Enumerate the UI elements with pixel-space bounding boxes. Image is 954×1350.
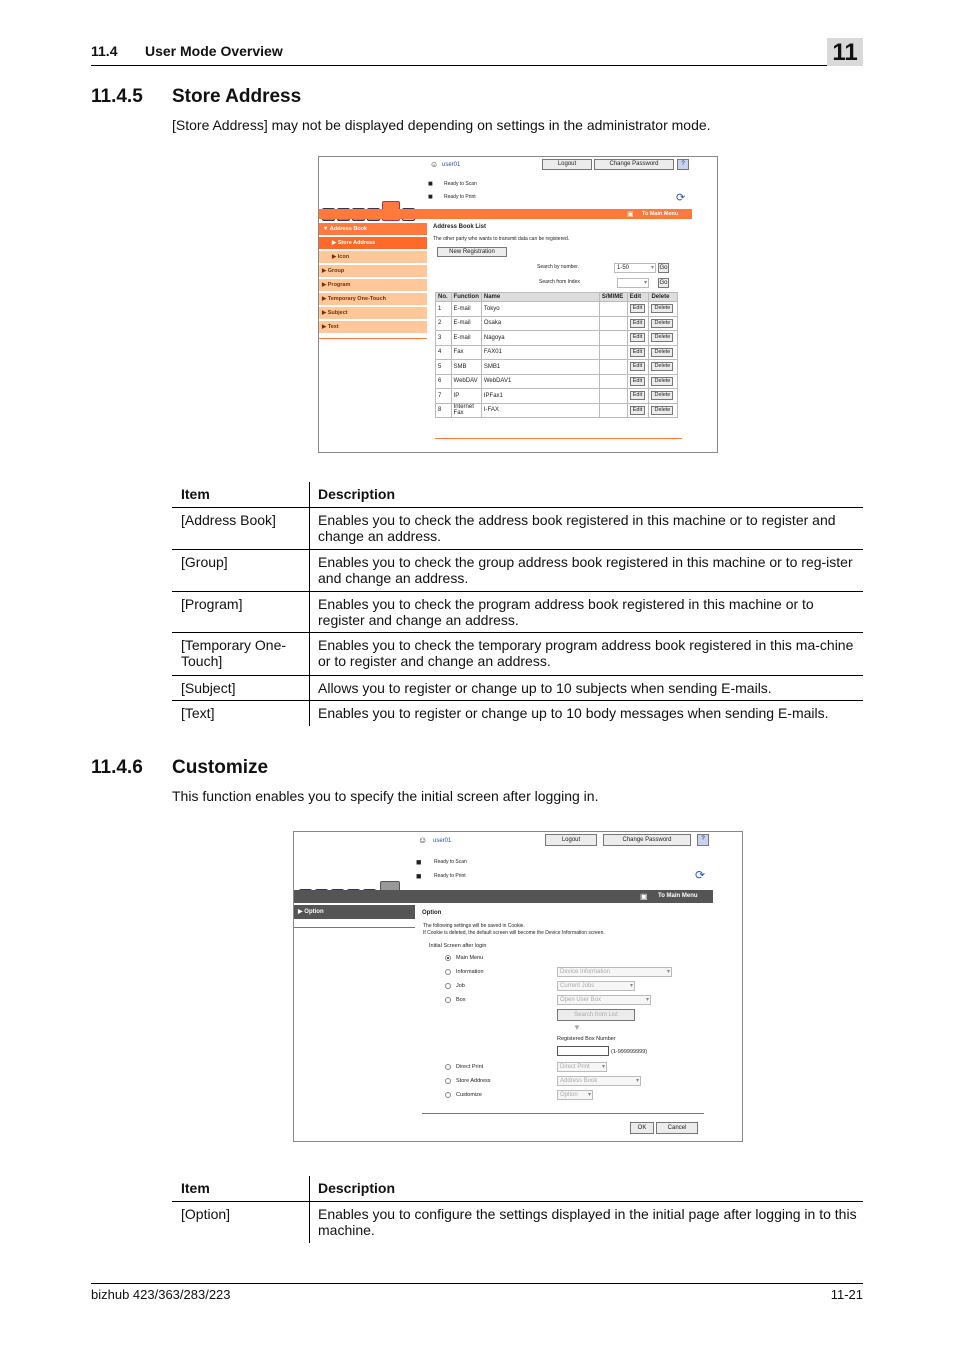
table-row — [436, 389, 678, 404]
edit-button[interactable]: Edit — [630, 362, 645, 371]
cell-smime — [599, 316, 627, 331]
footer-model: bizhub 423/363/283/223 — [91, 1287, 231, 1302]
store-address-items-table — [172, 482, 863, 726]
help-icon[interactable]: ? — [677, 159, 689, 170]
radio-main-menu[interactable] — [445, 955, 451, 961]
cell-no: 1 — [436, 302, 452, 317]
edit-button[interactable]: Edit — [630, 348, 645, 357]
table-row — [436, 345, 678, 360]
edit-button[interactable]: Edit — [630, 333, 645, 342]
ready-to-scan-status: Ready to Scan — [434, 859, 467, 865]
delete-button[interactable]: Delete — [651, 333, 673, 342]
table-row — [172, 1202, 863, 1243]
header-description: Description — [318, 1180, 396, 1196]
delete-button[interactable]: Delete — [651, 391, 673, 400]
cell-name: I-FAX — [481, 403, 599, 418]
search-number-label: Search by number. — [537, 264, 579, 270]
cell-no: 5 — [436, 360, 452, 375]
cell-name: SMB1 — [481, 360, 599, 375]
cell-edit — [627, 403, 649, 418]
table-row — [172, 701, 863, 726]
user-name-link[interactable]: user01 — [433, 838, 452, 844]
delete-button[interactable]: Delete — [651, 362, 673, 371]
table-row — [172, 633, 863, 676]
logout-button[interactable]: Logout — [542, 159, 592, 170]
option-job-label: Job — [456, 983, 465, 989]
delete-button[interactable]: Delete — [651, 377, 673, 386]
cell-smime — [599, 389, 627, 404]
cell-no: 3 — [436, 331, 452, 346]
table-row — [172, 676, 863, 701]
delete-button[interactable]: Delete — [651, 406, 673, 415]
search-index-label: Search from Index — [539, 279, 580, 285]
cell-delete — [649, 374, 678, 389]
delete-button[interactable]: Delete — [651, 348, 673, 357]
option-information-label: Information — [456, 969, 484, 975]
cell-name: FAX01 — [481, 345, 599, 360]
main-menu-icon: ▣ — [627, 211, 634, 218]
user-icon: ☺ — [418, 835, 428, 845]
radio-box[interactable] — [445, 997, 451, 1003]
cell-delete — [649, 302, 678, 317]
change-password-button[interactable]: Change Password — [603, 834, 691, 846]
nav-address-book[interactable]: ▼ Address Book — [319, 223, 427, 236]
cell-name: Osaka — [481, 316, 599, 331]
col-smime: S/MIME — [599, 293, 627, 302]
page-footer — [91, 1283, 863, 1302]
cell-delete — [649, 360, 678, 375]
row-item: [Group] — [181, 554, 228, 570]
cell-delete — [649, 316, 678, 331]
customize-items-table — [172, 1176, 863, 1243]
edit-button[interactable]: Edit — [630, 391, 645, 400]
row-desc: Enables you to configure the settings displayed in the initial page after logging in to this machine. — [318, 1206, 857, 1238]
customize-select[interactable]: Option ▾ — [557, 1090, 593, 1100]
cell-no: 7 — [436, 389, 452, 404]
nav-text[interactable]: ▶ Text — [319, 321, 427, 334]
arrow-down-icon: ▼ — [573, 1023, 581, 1032]
row-desc: Enables you to check the program address book registered in this machine or to register and change an address. — [318, 596, 814, 628]
to-main-menu-link[interactable]: To Main Menu — [642, 211, 679, 217]
cell-delete — [649, 403, 678, 418]
scanner-icon: ■ — [416, 857, 422, 867]
radio-customize[interactable] — [445, 1092, 451, 1098]
cell-function: Internet Fax — [451, 403, 481, 418]
cell-no: 8 — [436, 403, 452, 418]
panel-title: Address Book List — [433, 224, 487, 230]
cell-edit — [627, 345, 649, 360]
cell-no: 4 — [436, 345, 452, 360]
refresh-icon[interactable]: ⟳ — [676, 192, 686, 204]
row-item: [Subject] — [181, 680, 236, 696]
section-intro: [Store Address] may not be displayed depending on settings in the administrator mode. — [172, 117, 711, 133]
cell-name: IPFax1 — [481, 389, 599, 404]
change-password-button[interactable]: Change Password — [594, 159, 674, 170]
header-title: User Mode Overview — [145, 43, 283, 59]
option-main-menu-label: Main Menu — [456, 955, 484, 961]
store-address-screenshot — [318, 156, 718, 453]
cell-function: E-mail — [451, 331, 481, 346]
edit-button[interactable]: Edit — [630, 406, 645, 415]
cookie-warning: If Cookie is deleted, the default screen will become the Device Information screen. — [423, 930, 605, 936]
cell-edit — [627, 389, 649, 404]
col-delete: Delete — [649, 293, 678, 302]
nav-store-address[interactable]: ▶ Store Address — [319, 237, 427, 250]
scanner-icon: ■ — [428, 179, 433, 188]
cell-smime — [599, 302, 627, 317]
table-row — [172, 508, 863, 550]
nav-subject[interactable]: ▶ Subject — [319, 307, 427, 320]
table-row — [436, 403, 678, 418]
cell-smime — [599, 345, 627, 360]
page-header — [91, 39, 863, 66]
cell-edit — [627, 302, 649, 317]
cell-delete — [649, 331, 678, 346]
table-row — [172, 550, 863, 592]
row-desc: Enables you to check the group address book registered in this machine or to reg-ister and change an address. — [318, 554, 853, 586]
registered-box-label: Registered Box Number — [557, 1036, 616, 1042]
radio-store-address[interactable] — [445, 1078, 451, 1084]
cell-function: SMB — [451, 360, 481, 375]
initial-screen-label: Initial Screen after login — [429, 943, 487, 949]
panel-description: The other party who wants to transmit data can be registered. — [433, 236, 570, 242]
nav-divider — [294, 927, 415, 928]
search-index-select[interactable] — [617, 278, 649, 288]
table-row — [436, 316, 678, 331]
table-header-row — [172, 1176, 863, 1202]
panel-title: Option — [422, 910, 442, 916]
nav-temporary-one-touch[interactable]: ▶ Temporary One-Touch — [319, 293, 427, 306]
edit-button[interactable]: Edit — [630, 304, 645, 313]
table-row — [436, 331, 678, 346]
logout-button[interactable]: Logout — [545, 834, 597, 846]
printer-icon: ■ — [416, 871, 422, 881]
to-main-menu-link[interactable]: To Main Menu — [658, 893, 698, 899]
menu-bar — [319, 209, 692, 219]
search-index-go-button[interactable]: Go — [659, 280, 668, 286]
row-desc: Enables you to check the address book registered in this machine or to register and change an address. — [318, 512, 836, 544]
edit-button[interactable]: Edit — [630, 319, 645, 328]
section-intro: This function enables you to specify the initial screen after logging in. — [172, 788, 599, 804]
section-heading-store-address — [91, 86, 491, 110]
cell-function: E-mail — [451, 316, 481, 331]
cancel-button[interactable]: Cancel — [656, 1122, 698, 1134]
cell-delete — [649, 345, 678, 360]
edit-button[interactable]: Edit — [630, 377, 645, 386]
search-from-list-button[interactable]: Search from List — [557, 1009, 635, 1021]
row-desc: Allows you to register or change up to 10 subjects when sending E-mails. — [318, 680, 772, 696]
cell-no: 2 — [436, 316, 452, 331]
option-direct-print-label: Direct Print — [456, 1064, 484, 1070]
new-registration-button[interactable]: New Registration — [437, 247, 507, 257]
section-heading-customize — [91, 757, 491, 781]
nav-icon[interactable]: ▶ Icon — [319, 251, 427, 264]
row-item: [Text] — [181, 705, 215, 721]
user-icon: ☺ — [430, 160, 439, 169]
search-number-go-button[interactable]: Go — [659, 265, 668, 271]
help-icon[interactable]: ? — [697, 834, 709, 846]
ok-button[interactable]: OK — [630, 1122, 654, 1134]
nav-program[interactable]: ▶ Program — [319, 279, 427, 292]
cell-function: IP — [451, 389, 481, 404]
address-book-table — [435, 292, 678, 418]
cookie-note: The following settings will be saved in Cookie. — [423, 923, 525, 929]
ready-to-print-status: Ready to Print — [434, 873, 466, 879]
cell-smime — [599, 403, 627, 418]
header-section: 11.4 — [91, 43, 118, 59]
section-number: 11.4.5 — [91, 86, 143, 107]
information-select[interactable]: Device Information ▾ — [557, 967, 672, 977]
nav-group[interactable]: ▶ Group — [319, 265, 427, 278]
section-title: Store Address — [172, 86, 302, 107]
cell-name: Tokyo — [481, 302, 599, 317]
col-function: Function — [451, 293, 481, 302]
chapter-number: 11 — [827, 38, 863, 66]
table-row — [436, 360, 678, 375]
header-description: Description — [318, 486, 396, 502]
user-name-link[interactable]: user01 — [442, 162, 461, 168]
option-box-label: Box — [456, 997, 466, 1003]
delete-button[interactable]: Delete — [651, 319, 673, 328]
main-menu-icon: ▣ — [640, 892, 648, 901]
box-select[interactable]: Open User Box ▾ — [557, 995, 651, 1005]
nav-divider — [319, 338, 427, 339]
cell-name: WebDAV1 — [481, 374, 599, 389]
search-number-select[interactable]: 1-50 ▾ — [614, 263, 656, 273]
table-header-row — [172, 482, 863, 508]
registered-box-input[interactable] — [557, 1046, 609, 1056]
panel-bottom-divider — [435, 438, 682, 439]
job-select[interactable]: Current Jobs ▾ — [557, 981, 635, 991]
cell-delete — [649, 389, 678, 404]
printer-icon: ■ — [428, 192, 433, 201]
table-row — [172, 592, 863, 633]
box-range-hint: (1-999999999) — [611, 1049, 648, 1055]
col-no: No. — [436, 293, 452, 302]
store-address-select[interactable]: Address Book ▾ — [557, 1076, 641, 1086]
panel-bottom-divider — [422, 1113, 704, 1114]
radio-direct-print[interactable] — [445, 1064, 451, 1070]
footer-page-number: 11-21 — [830, 1287, 863, 1302]
row-desc: Enables you to check the temporary program address book registered in this ma-chine or to register and change an address. — [318, 637, 854, 669]
cell-smime — [599, 374, 627, 389]
option-customize-label: Customize — [456, 1092, 482, 1098]
cell-edit — [627, 374, 649, 389]
cell-smime — [599, 331, 627, 346]
row-item: [Option] — [181, 1206, 231, 1222]
direct-print-select[interactable]: Direct Print ▾ — [557, 1062, 607, 1072]
radio-job[interactable] — [445, 983, 451, 989]
refresh-icon[interactable]: ⟳ — [695, 868, 706, 882]
row-desc: Enables you to register or change up to 10 body messages when sending E-mails. — [318, 705, 829, 721]
row-item: [Temporary One-Touch] — [181, 637, 287, 669]
ready-to-print-status: Ready to Print — [444, 194, 476, 200]
cell-edit — [627, 331, 649, 346]
ready-to-scan-status: Ready to Scan — [444, 181, 477, 187]
cell-no: 6 — [436, 374, 452, 389]
cell-function: E-mail — [451, 302, 481, 317]
header-item: Item — [181, 486, 210, 502]
cell-function: WebDAV — [451, 374, 481, 389]
option-store-address-label: Store Address — [456, 1078, 491, 1084]
cell-smime — [599, 360, 627, 375]
row-item: [Address Book] — [181, 512, 276, 528]
cell-edit — [627, 360, 649, 375]
section-number: 11.4.6 — [91, 757, 143, 778]
row-item: [Program] — [181, 596, 243, 612]
col-name: Name — [481, 293, 599, 302]
col-edit: Edit — [627, 293, 649, 302]
header-item: Item — [181, 1180, 210, 1196]
table-row — [436, 374, 678, 389]
nav-option[interactable]: ▶ Option — [294, 905, 415, 919]
section-title: Customize — [172, 757, 269, 778]
delete-button[interactable]: Delete — [651, 304, 673, 313]
menu-bar — [294, 890, 713, 903]
cell-name: Nagoya — [481, 331, 599, 346]
cell-edit — [627, 316, 649, 331]
customize-screenshot — [293, 831, 743, 1142]
radio-information[interactable] — [445, 969, 451, 975]
table-row — [436, 302, 678, 317]
cell-function: Fax — [451, 345, 481, 360]
